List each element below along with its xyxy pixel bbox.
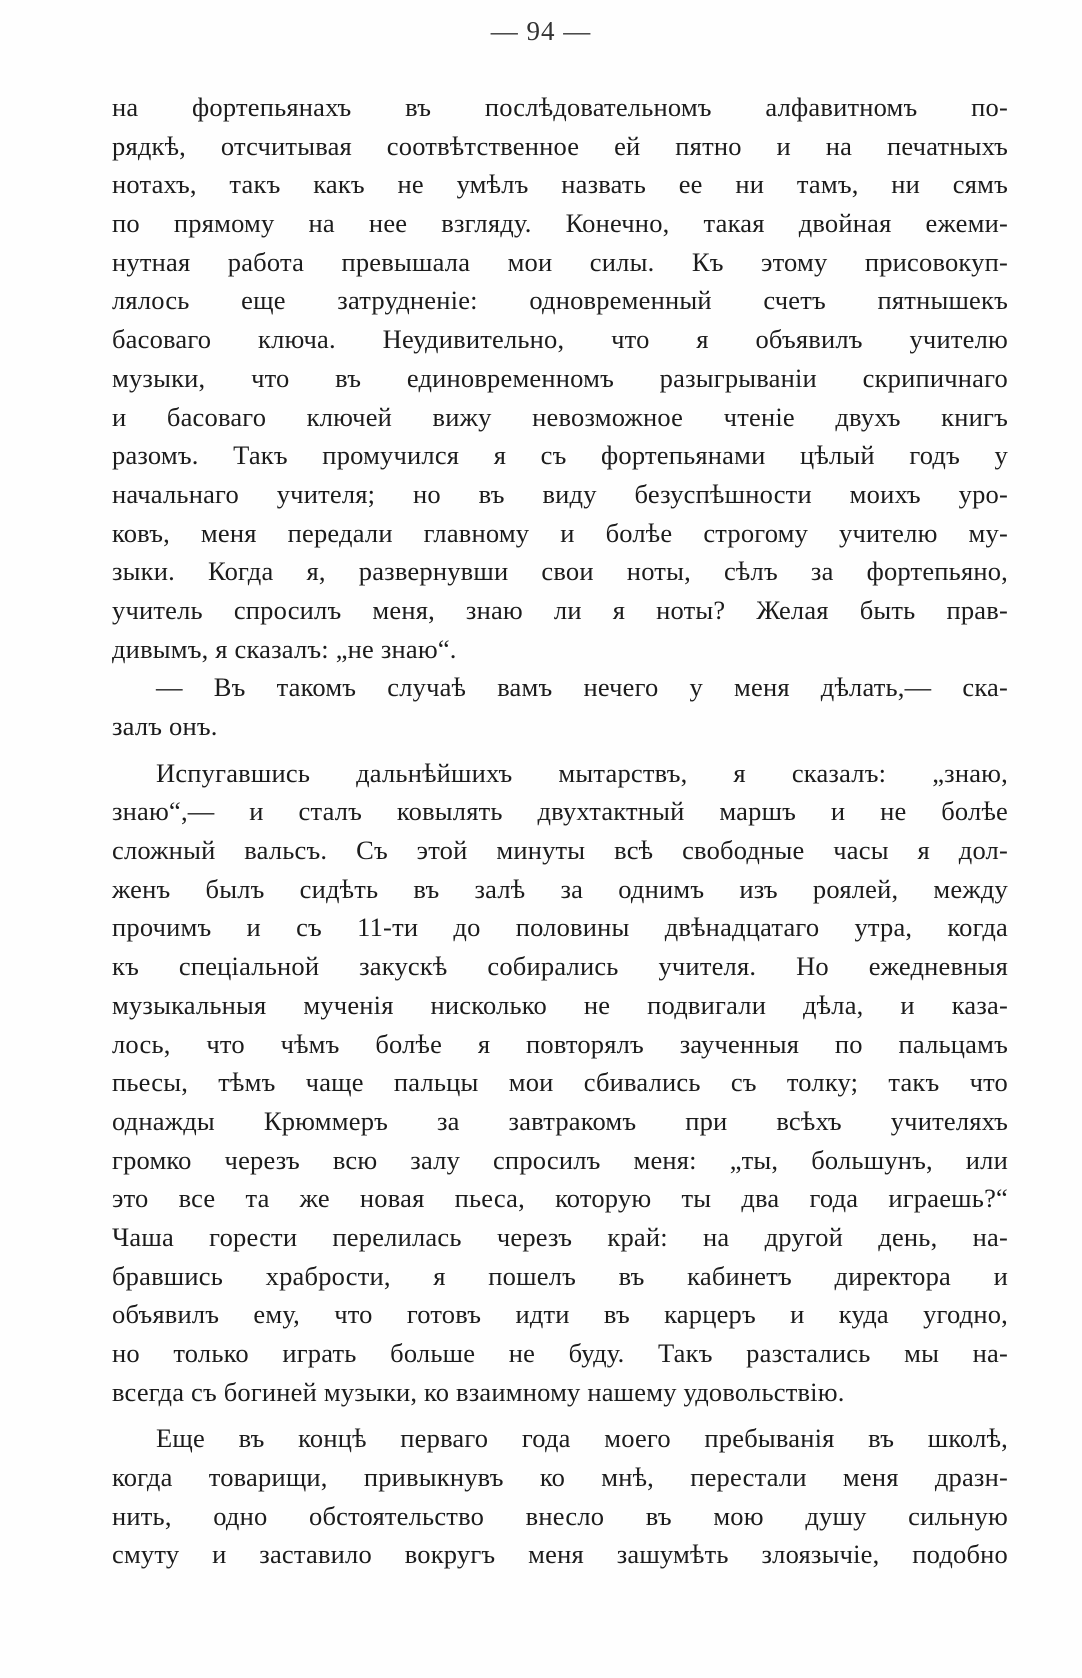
text-line: нить, одно обстоятельство внесло въ мою душу сильную — [112, 1500, 1008, 1531]
paragraph-gap — [112, 1411, 1008, 1419]
text-line: зыки. Когда я, развернувши свои ноты, сѣлъ за фортепьяно, — [112, 556, 1008, 587]
text-line: ковъ, меня передали главному и болѣе строгому учителю му- — [112, 517, 1008, 548]
text-line: — Въ такомъ случаѣ вамъ нечего у меня дѣлать,— ска- — [156, 672, 1008, 703]
text-line: когда товарищи, привыкнувъ ко мнѣ, перестали меня дразн- — [112, 1462, 1008, 1493]
text-line: учитель спросилъ меня, знаю ли я ноты? Желая быть прав- — [112, 594, 1008, 625]
text-line: это все та же новая пьеса, которую ты два года играешь?“ — [112, 1183, 1008, 1214]
paragraph — [112, 668, 1008, 745]
text-line: объявилъ ему, что готовъ идти въ карцеръ и куда угодно, — [112, 1299, 1008, 1330]
page-number: — 94 — — [490, 16, 592, 46]
text-line: Испугавшись дальнѣйшихъ мытарствъ, я сказалъ: „знаю, — [156, 757, 1008, 788]
text-line: лялось еще затрудненіе: одновременный счетъ пятнышекъ — [112, 285, 1008, 316]
text-line: къ спеціальной закускѣ собирались учителя. Но ежедневныя — [112, 951, 1008, 982]
text-line: нотахъ, такъ какъ не умѣлъ назвать ее ни тамъ, ни сямъ — [112, 169, 1008, 200]
text-line: залъ онъ. — [112, 711, 218, 741]
paragraph — [112, 754, 1008, 1412]
text-line: рядкѣ, отсчитывая соотвѣтственное ей пятно и на печатныхъ — [112, 130, 1008, 161]
text-line: Еще въ концѣ перваго года моего пребыванія въ школѣ, — [156, 1423, 1008, 1454]
body-text — [112, 88, 1008, 1574]
text-line: знаю“,— и сталъ ковылять двухтактный маршъ и не болѣе — [112, 796, 1008, 827]
paragraph — [112, 88, 1008, 668]
text-line: на фортепьянахъ въ послѣдовательномъ алфавитномъ по- — [112, 92, 1008, 122]
text-line: начальнаго учителя; но въ виду безуспѣшности моихъ уро- — [112, 478, 1008, 509]
text-line: музыкальныя мученія нисколько не подвигали дѣла, и каза- — [112, 989, 1008, 1020]
paragraph — [112, 1419, 1008, 1574]
text-line: бравшись храбрости, я пошелъ въ кабинетъ директора и — [112, 1260, 1008, 1291]
text-line: но только играть больше не буду. Такъ разстались мы на- — [112, 1338, 1008, 1368]
text-line: громко черезъ всю залу спросилъ меня: „ты, большунъ, или — [112, 1144, 1008, 1175]
text-line: нутная работа превышала мои силы. Къ этому присовокуп- — [112, 246, 1008, 277]
text-line: дивымъ, я сказалъ: „не знаю“. — [112, 633, 457, 664]
text-line: Чаша горести перелилась черезъ край: на другой день, на- — [112, 1221, 1008, 1252]
text-line: сложный вальсъ. Съ этой минуты всѣ свободные часы я дол- — [112, 835, 1008, 866]
text-line: смуту и заставило вокругъ меня зашумѣть злоязычіе, подобно — [112, 1539, 1008, 1570]
text-line: разомъ. Такъ промучился я съ фортепьянами цѣлый годъ у — [112, 440, 1008, 471]
text-line: лось, что чѣмъ болѣе я повторялъ заученныя по пальцамъ — [112, 1028, 1008, 1059]
text-line: музыки, что въ единовременномъ разыгрываніи скрипичнаго — [112, 362, 1008, 393]
text-line: и басоваго ключей вижу невозможное чтеніе двухъ книгъ — [112, 401, 1008, 432]
text-line: женъ былъ сидѣть въ залѣ за однимъ изъ роялей, между — [112, 873, 1008, 904]
text-line: по прямому на нее взгляду. Конечно, такая двойная ежеми- — [112, 208, 1008, 239]
text-line: однажды Крюммеръ за завтракомъ при всѣхъ учителяхъ — [112, 1105, 1008, 1136]
text-line: басоваго ключа. Неудивительно, что я объявилъ учителю — [112, 324, 1008, 355]
text-line: пьесы, тѣмъ чаще пальцы мои сбивались съ толку; такъ что — [112, 1067, 1008, 1098]
text-line: всегда съ богиней музыки, ко взаимному нашему удовольствію. — [112, 1376, 845, 1407]
text-line: прочимъ и съ 11-ти до половины двѣнадцатаго утра, когда — [112, 912, 1008, 943]
paragraph-gap — [112, 746, 1008, 754]
